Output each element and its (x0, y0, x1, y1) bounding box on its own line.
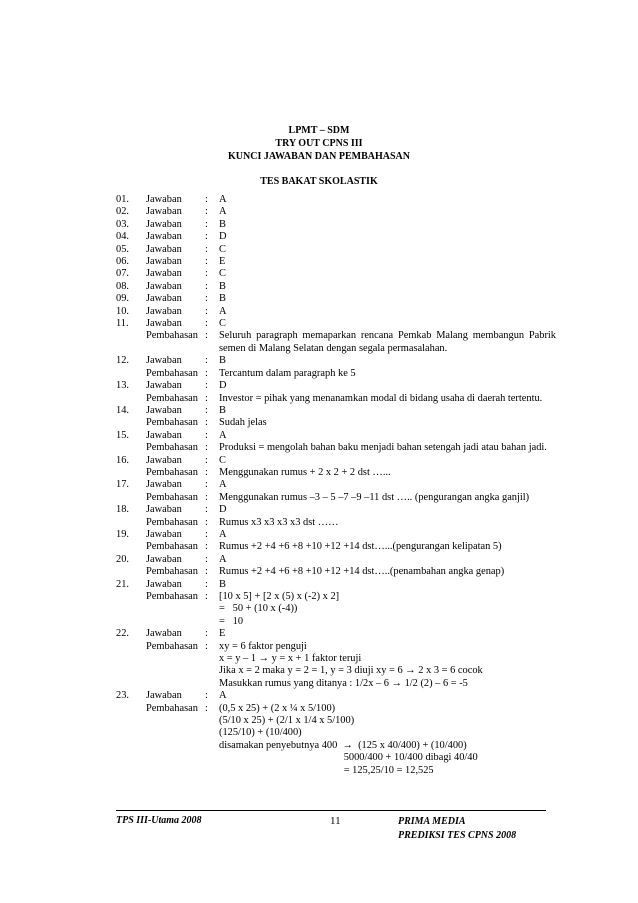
answer-value (219, 206, 556, 218)
answer-row (116, 554, 556, 566)
value-line: [10 x 5] + [2 x (5) x (-2) x 2] (219, 591, 340, 602)
question-number: 22. (116, 628, 129, 640)
row-colon: : (205, 566, 208, 578)
row-label: Jawaban (146, 194, 182, 205)
answer-value (219, 628, 556, 640)
explanation-row (116, 566, 556, 578)
row-colon: : (205, 442, 208, 454)
explanation-row (116, 330, 556, 355)
question-number: 16. (116, 454, 129, 466)
row-colon: : (205, 404, 208, 416)
answer-value (219, 455, 556, 467)
row-colon: : (205, 392, 208, 404)
explanation-row (116, 393, 556, 405)
row-colon: : (205, 466, 208, 478)
explanation-text (219, 330, 556, 355)
question-number (116, 393, 146, 405)
value-line: Investor = pihak yang menanamkan modal di bidang usaha di daerah tertentu. (219, 392, 543, 404)
explanation-text (219, 393, 556, 405)
answer-row (116, 206, 556, 218)
row-colon: : (205, 628, 208, 640)
question-number (116, 541, 146, 553)
value-line: B (219, 578, 226, 590)
answer-value (219, 293, 556, 305)
row-label: Pembahasan (146, 466, 198, 478)
value-line: x = y – 1 → y = x + 1 faktor teruji (219, 653, 362, 665)
row-colon: : (205, 355, 208, 367)
question-number: 02. (116, 206, 129, 218)
value-line: = 50 + (10 x (-4)) (219, 603, 298, 615)
row-label: Pembahasan (146, 541, 198, 553)
header-organization: LPMT – SDM (288, 125, 350, 136)
answer-value (219, 231, 556, 243)
row-colon: : (205, 206, 208, 218)
answer-value (219, 690, 556, 702)
value-line: E (219, 628, 226, 640)
footer-right-block (398, 815, 516, 843)
question-number: 14. (116, 404, 129, 416)
row-colon: : (205, 553, 208, 565)
explanation-row (116, 492, 556, 504)
value-line: D (219, 504, 227, 516)
question-number: 07. (116, 268, 129, 280)
value-line: D (219, 380, 227, 392)
value-line: B (219, 280, 226, 292)
explanation-text (219, 641, 556, 691)
value-line: xy = 6 faktor penguji (219, 640, 307, 652)
row-label: Jawaban (146, 429, 182, 441)
answer-value (219, 405, 556, 417)
answer-value (219, 479, 556, 491)
question-number (116, 566, 146, 578)
value-line: = 125,25/10 = 12,525 (219, 764, 434, 776)
value-line: B (219, 404, 226, 416)
row-label: Jawaban (146, 305, 182, 317)
row-colon: : (205, 305, 208, 317)
row-label: Jawaban (146, 528, 182, 540)
question-number: 08. (116, 280, 129, 292)
row-colon: : (205, 491, 208, 503)
row-colon: : (205, 504, 208, 516)
value-line: A (219, 528, 227, 540)
row-colon: : (205, 640, 208, 652)
footer-edition: PREDIKSI TES CPNS 2008 (398, 830, 517, 841)
answer-row (116, 231, 556, 243)
value-line: Masukkan rumus yang ditanya : 1/2x – 6 → 1/2 (2) – 6 = -5 (219, 677, 468, 689)
question-number (116, 703, 146, 777)
explanation-text (219, 703, 556, 777)
value-line: C (219, 454, 226, 466)
answer-row (116, 256, 556, 268)
answer-value (219, 318, 556, 330)
value-line: C (219, 318, 226, 330)
row-label: Jawaban (146, 380, 182, 392)
row-label: Jawaban (146, 553, 182, 565)
row-colon: : (205, 429, 208, 441)
answer-row (116, 405, 556, 417)
row-colon: : (205, 454, 208, 466)
row-colon: : (205, 367, 208, 379)
header-section-title: TES BAKAT SKOLASTIK (260, 176, 378, 187)
answer-row (116, 306, 556, 318)
answer-value (219, 194, 556, 206)
value-line: (5/10 x 25) + (2/1 x 1/4 x 5/100) (219, 715, 355, 727)
row-colon: : (205, 293, 208, 305)
question-number (116, 467, 146, 479)
row-label: Pembahasan (146, 330, 198, 342)
explanation-text (219, 591, 556, 628)
value-line: A (219, 429, 227, 441)
value-line: E (219, 256, 226, 268)
row-label: Pembahasan (146, 417, 198, 429)
explanation-text (219, 566, 556, 578)
explanation-row (116, 417, 556, 429)
row-label: Pembahasan (146, 591, 198, 602)
row-label: Pembahasan (146, 566, 198, 578)
value-line: A (219, 479, 227, 491)
value-line: A (219, 206, 227, 218)
answer-row (116, 281, 556, 293)
explanation-text (219, 541, 556, 553)
footer-publisher: PRIMA MEDIA (398, 816, 466, 827)
value-line: Rumus x3 x3 x3 x3 dst …… (219, 516, 339, 528)
row-colon: : (205, 280, 208, 292)
question-number: 01. (116, 194, 129, 205)
value-line: D (219, 231, 227, 243)
explanation-row (116, 517, 556, 529)
row-label: Pembahasan (146, 640, 198, 652)
answer-value (219, 244, 556, 256)
row-label: Pembahasan (146, 491, 198, 503)
answer-list (116, 194, 556, 777)
question-number: 05. (116, 243, 129, 255)
value-line: B (219, 293, 226, 305)
value-line: Produksi = mengolah bahan baku menjadi bahan setengah jadi atau bahan jadi. (219, 442, 547, 454)
value-line: Sudah jelas (219, 417, 267, 429)
row-label: Jawaban (146, 504, 182, 516)
question-number: 10. (116, 305, 129, 317)
answer-value (219, 355, 556, 367)
answer-row (116, 430, 556, 442)
value-line: (125/10) + (10/400) (219, 727, 302, 739)
question-number (116, 417, 146, 429)
value-line: A (219, 194, 227, 205)
explanation-text (219, 368, 556, 380)
row-label: Jawaban (146, 256, 182, 268)
row-colon: : (205, 231, 208, 243)
row-colon: : (205, 318, 208, 330)
page-number: 11 (330, 815, 341, 827)
question-number: 21. (116, 578, 129, 590)
answer-row (116, 219, 556, 231)
row-colon: : (205, 516, 208, 528)
explanation-row (116, 641, 556, 691)
answer-row (116, 690, 556, 702)
answer-row (116, 504, 556, 516)
row-label: Jawaban (146, 231, 182, 243)
header-answer-key-title: KUNCI JAWABAN DAN PEMBAHASAN (228, 151, 410, 162)
row-label: Jawaban (146, 218, 182, 230)
row-label: Jawaban (146, 268, 182, 280)
value-line: disamakan penyebutnya 400 → (125 x 40/400) + (10/400) (219, 739, 467, 751)
answer-row (116, 194, 556, 206)
answer-row (116, 355, 556, 367)
footer-divider (116, 810, 546, 811)
explanation-row (116, 591, 556, 628)
row-colon: : (205, 702, 208, 714)
header-tryout-title: TRY OUT CPNS III (275, 138, 363, 149)
explanation-row (116, 541, 556, 553)
question-number (116, 442, 146, 454)
answer-value (219, 281, 556, 293)
question-number (116, 591, 146, 628)
question-number: 09. (116, 293, 129, 305)
value-line: B (219, 218, 226, 230)
answer-value (219, 219, 556, 231)
question-number: 20. (116, 553, 129, 565)
answer-row (116, 293, 556, 305)
row-label: Pembahasan (146, 367, 198, 379)
row-label: Jawaban (146, 318, 182, 330)
question-number: 19. (116, 528, 129, 540)
explanation-text (219, 492, 556, 504)
value-line: Rumus +2 +4 +6 +8 +10 +12 +14 dst…..(penambahan angka genap) (219, 566, 505, 578)
explanation-text (219, 467, 556, 479)
question-number (116, 492, 146, 504)
value-line: = 10 (219, 615, 244, 627)
explanation-text (219, 417, 556, 429)
row-label: Jawaban (146, 280, 182, 292)
explanation-row (116, 467, 556, 479)
answer-value (219, 529, 556, 541)
question-number (116, 330, 146, 355)
value-line: Seluruh paragraph memaparkan rencana Pemkab Malang membangun Pabrik semen di Malang Selatan dengan segala permasalahan. (219, 330, 556, 354)
row-colon: : (205, 268, 208, 280)
question-number: 04. (116, 231, 129, 243)
answer-value (219, 306, 556, 318)
value-line: Rumus +2 +4 +6 +8 +10 +12 +14 dst…...(pengurangan kelipatan 5) (219, 541, 502, 553)
value-line: Jika x = 2 maka y = 2 = 1, y = 3 diuji xy = 6 → 2 x 3 = 6 cocok (219, 665, 483, 677)
value-line: A (219, 553, 227, 565)
question-number: 17. (116, 479, 129, 491)
row-label: Jawaban (146, 355, 182, 367)
value-line: (0,5 x 25) + (2 x ¼ x 5/100) (219, 702, 336, 714)
row-colon: : (205, 194, 208, 205)
row-label: Pembahasan (146, 392, 198, 404)
row-label: Jawaban (146, 293, 182, 305)
explanation-row (116, 703, 556, 777)
question-number (116, 368, 146, 380)
answer-value (219, 268, 556, 280)
row-label: Pembahasan (146, 516, 198, 528)
row-label: Jawaban (146, 243, 182, 255)
answer-value (219, 554, 556, 566)
explanation-text (219, 517, 556, 529)
row-label: Jawaban (146, 578, 182, 590)
row-colon: : (205, 330, 208, 342)
answer-row (116, 268, 556, 280)
row-colon: : (205, 541, 208, 553)
question-number: 23. (116, 690, 129, 702)
answer-value (219, 380, 556, 392)
explanation-row (116, 442, 556, 454)
value-line: C (219, 268, 226, 280)
question-number: 15. (116, 429, 129, 441)
answer-value (219, 504, 556, 516)
row-colon: : (205, 417, 208, 429)
explanation-row (116, 368, 556, 380)
question-number: 03. (116, 218, 129, 230)
answer-row (116, 529, 556, 541)
question-number (116, 641, 146, 691)
question-number: 13. (116, 380, 129, 392)
row-label: Jawaban (146, 690, 182, 702)
answer-row (116, 380, 556, 392)
row-label: Pembahasan (146, 702, 198, 714)
value-line: Menggunakan rumus –3 – 5 –7 –9 –11 dst ….. (pengurangan angka ganjil) (219, 491, 530, 503)
row-label: Jawaban (146, 206, 182, 218)
row-label: Pembahasan (146, 442, 198, 454)
question-number (116, 517, 146, 529)
answer-row (116, 579, 556, 591)
answer-value (219, 579, 556, 591)
row-colon: : (205, 591, 208, 602)
value-line: A (219, 690, 227, 702)
value-line: C (219, 243, 226, 255)
value-line: A (219, 305, 227, 317)
row-label: Jawaban (146, 404, 182, 416)
answer-row (116, 628, 556, 640)
answer-value (219, 430, 556, 442)
question-number: 18. (116, 504, 129, 516)
answer-row (116, 479, 556, 491)
row-colon: : (205, 256, 208, 268)
value-line: 5000/400 + 10/400 dibagi 40/40 (219, 752, 478, 764)
question-number: 06. (116, 256, 129, 268)
answer-row (116, 244, 556, 256)
row-colon: : (205, 218, 208, 230)
question-number: 12. (116, 355, 129, 367)
row-label: Jawaban (146, 479, 182, 491)
answer-row (116, 455, 556, 467)
answer-row (116, 318, 556, 330)
explanation-text (219, 442, 556, 454)
value-line: B (219, 355, 226, 367)
question-number: 11. (116, 318, 129, 330)
row-colon: : (205, 528, 208, 540)
value-line: Menggunakan rumus + 2 x 2 + 2 dst …... (219, 466, 391, 478)
row-colon: : (205, 243, 208, 255)
value-line: Tercantum dalam paragraph ke 5 (219, 367, 356, 379)
answer-value (219, 256, 556, 268)
footer-left-label: TPS III-Utama 2008 (116, 815, 202, 826)
row-colon: : (205, 380, 208, 392)
row-colon: : (205, 479, 208, 491)
row-colon: : (205, 690, 208, 702)
row-colon: : (205, 578, 208, 590)
row-label: Jawaban (146, 628, 182, 640)
row-label: Jawaban (146, 454, 182, 466)
